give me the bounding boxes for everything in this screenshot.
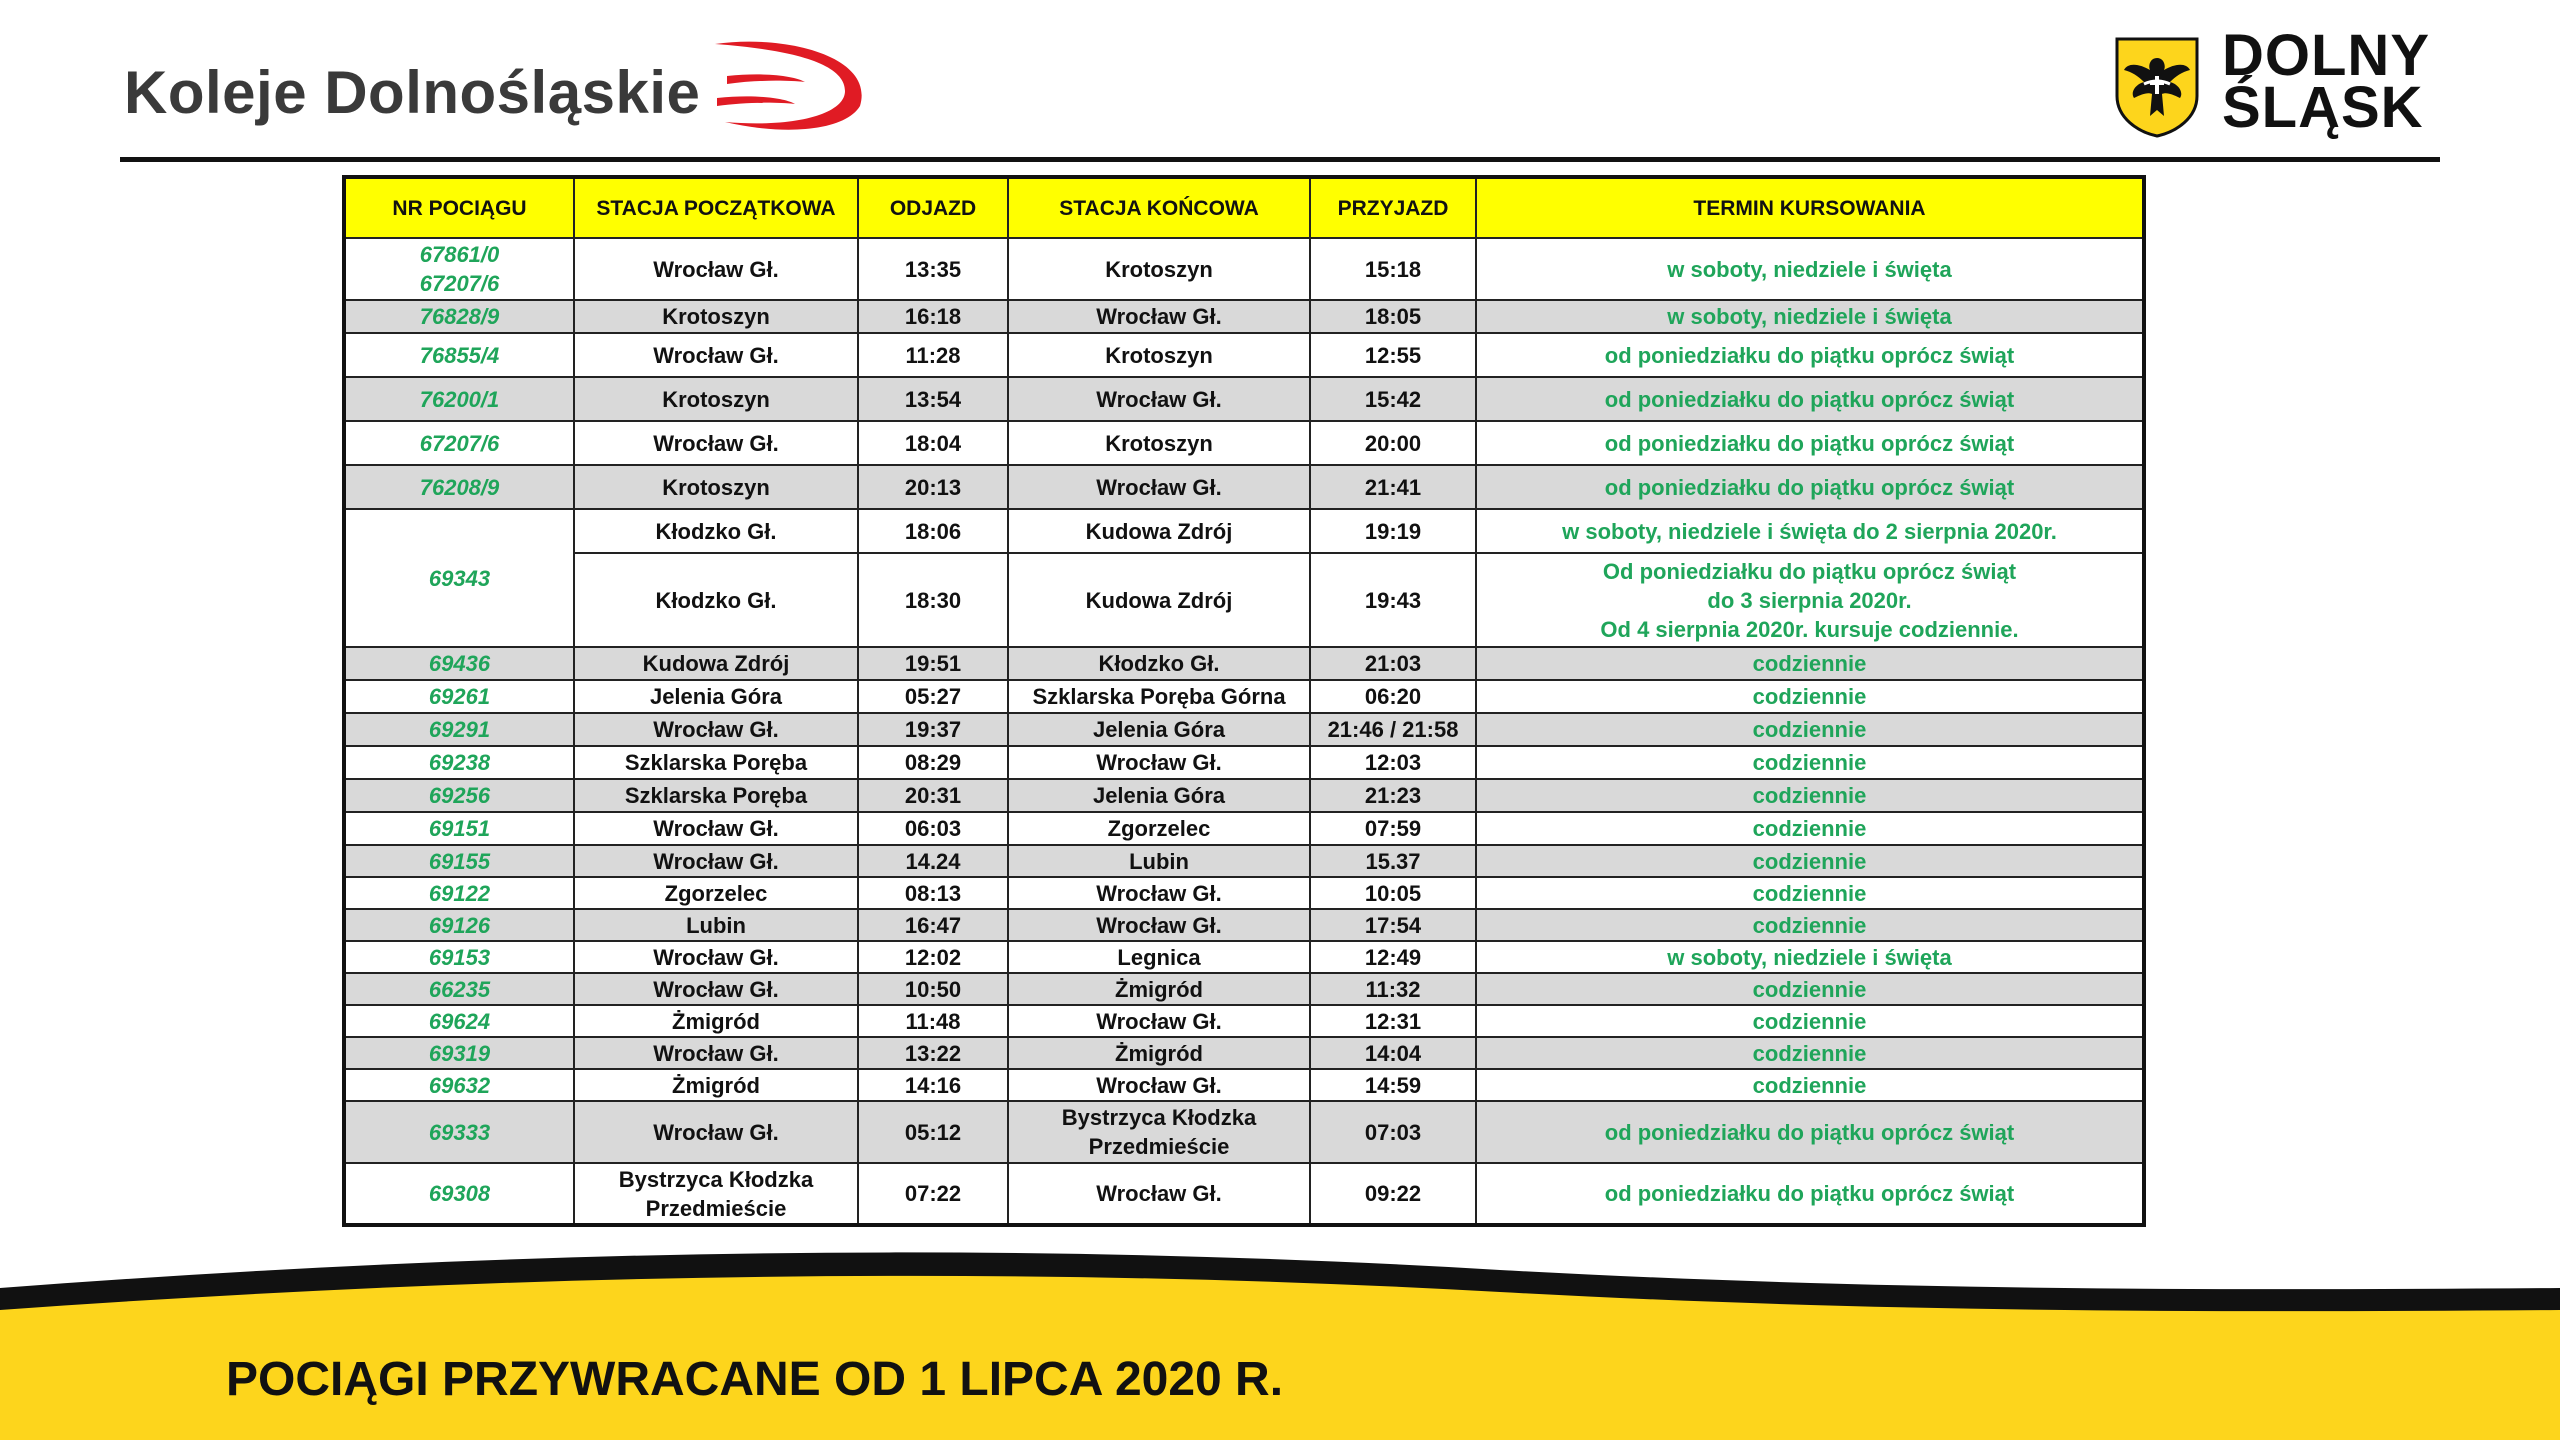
train-number: 69122 <box>344 877 574 909</box>
table-row <box>344 713 2144 746</box>
end-station: Wrocław Gł. <box>1008 1069 1310 1101</box>
end-station: Kłodzko Gł. <box>1008 647 1310 680</box>
footer-title: POCIĄGI PRZYWRACANE OD 1 LIPCA 2020 R. <box>226 1353 1284 1406</box>
table-row <box>344 377 2144 421</box>
start-station: Kudowa Zdrój <box>574 647 858 680</box>
departure-time: 06:03 <box>858 812 1008 845</box>
train-number: 67861/0 67207/6 <box>344 238 574 300</box>
end-station: Bystrzyca Kłodzka Przedmieście <box>1008 1101 1310 1163</box>
start-station: Wrocław Gł. <box>574 1101 858 1163</box>
schedule-term: codziennie <box>1476 877 2144 909</box>
end-station: Wrocław Gł. <box>1008 1005 1310 1037</box>
train-number: 69126 <box>344 909 574 941</box>
train-number: 67207/6 <box>344 421 574 465</box>
schedule-term: codziennie <box>1476 746 2144 779</box>
schedule-term: codziennie <box>1476 909 2144 941</box>
arrival-time: 12:49 <box>1310 941 1476 973</box>
departure-time: 08:29 <box>858 746 1008 779</box>
departure-time: 19:51 <box>858 647 1008 680</box>
arrival-time: 17:54 <box>1310 909 1476 941</box>
start-station: Lubin <box>574 909 858 941</box>
header <box>0 0 2560 170</box>
departure-time: 20:13 <box>858 465 1008 509</box>
table-row <box>344 909 2144 941</box>
end-station: Kudowa Zdrój <box>1008 553 1310 647</box>
timetable-header-row <box>344 177 2144 238</box>
arrival-time: 12:03 <box>1310 746 1476 779</box>
start-station: Szklarska Poręba <box>574 746 858 779</box>
arrival-time: 06:20 <box>1310 680 1476 713</box>
train-number: 69155 <box>344 845 574 877</box>
train-number: 76855/4 <box>344 333 574 377</box>
start-station: Szklarska Poręba <box>574 779 858 812</box>
start-station: Jelenia Góra <box>574 680 858 713</box>
column-header-schedule: TERMIN KURSOWANIA <box>1476 177 2144 238</box>
train-number: 69436 <box>344 647 574 680</box>
table-row <box>344 238 2144 300</box>
table-row <box>344 1037 2144 1069</box>
train-number: 76828/9 <box>344 300 574 333</box>
table-row <box>344 421 2144 465</box>
table-row <box>344 779 2144 812</box>
schedule-term: codziennie <box>1476 1037 2144 1069</box>
train-number: 69319 <box>344 1037 574 1069</box>
train-number: 69291 <box>344 713 574 746</box>
arrival-time: 11:32 <box>1310 973 1476 1005</box>
start-station: Wrocław Gł. <box>574 421 858 465</box>
table-row <box>344 812 2144 845</box>
end-station: Zgorzelec <box>1008 812 1310 845</box>
schedule-term: od poniedziałku do piątku oprócz świąt <box>1476 377 2144 421</box>
start-station: Wrocław Gł. <box>574 973 858 1005</box>
table-row <box>344 845 2144 877</box>
start-station: Kłodzko Gł. <box>574 553 858 647</box>
region-logo-text <box>2222 23 2430 140</box>
table-row <box>344 877 2144 909</box>
schedule-term: Od poniedziałku do piątku oprócz świąt do 3 sierpnia 2020r. Od 4 sierpnia 2020r. kursuje codziennie. <box>1476 553 2144 647</box>
table-row <box>344 1069 2144 1101</box>
schedule-term: w soboty, niedziele i święta <box>1476 300 2144 333</box>
departure-time: 18:04 <box>858 421 1008 465</box>
arrival-time: 15.37 <box>1310 845 1476 877</box>
column-header-departure: ODJAZD <box>858 177 1008 238</box>
train-number: 69238 <box>344 746 574 779</box>
schedule-term: codziennie <box>1476 779 2144 812</box>
arrival-time: 21:03 <box>1310 647 1476 680</box>
start-station: Wrocław Gł. <box>574 238 858 300</box>
departure-time: 18:30 <box>858 553 1008 647</box>
departure-time: 05:27 <box>858 680 1008 713</box>
departure-time: 14:16 <box>858 1069 1008 1101</box>
table-row <box>344 680 2144 713</box>
departure-time: 05:12 <box>858 1101 1008 1163</box>
start-station: Krotoszyn <box>574 377 858 421</box>
schedule-term: codziennie <box>1476 812 2144 845</box>
departure-time: 16:18 <box>858 300 1008 333</box>
arrival-time: 12:55 <box>1310 333 1476 377</box>
end-station: Wrocław Gł. <box>1008 877 1310 909</box>
end-station: Żmigród <box>1008 973 1310 1005</box>
end-station: Jelenia Góra <box>1008 713 1310 746</box>
table-row <box>344 1005 2144 1037</box>
train-number: 76208/9 <box>344 465 574 509</box>
schedule-term: w soboty, niedziele i święta <box>1476 238 2144 300</box>
train-number: 76200/1 <box>344 377 574 421</box>
table-row <box>344 465 2144 509</box>
schedule-term: w soboty, niedziele i święta do 2 sierpnia 2020r. <box>1476 509 2144 553</box>
train-number: 69153 <box>344 941 574 973</box>
schedule-term: od poniedziałku do piątku oprócz świąt <box>1476 421 2144 465</box>
start-station: Wrocław Gł. <box>574 1037 858 1069</box>
arrival-time: 15:42 <box>1310 377 1476 421</box>
train-number: 69256 <box>344 779 574 812</box>
end-station: Krotoszyn <box>1008 238 1310 300</box>
schedule-term: codziennie <box>1476 647 2144 680</box>
column-header-end-station: STACJA KOŃCOWA <box>1008 177 1310 238</box>
train-number: 69308 <box>344 1163 574 1225</box>
table-row <box>344 1163 2144 1225</box>
departure-time: 11:28 <box>858 333 1008 377</box>
schedule-term: codziennie <box>1476 680 2144 713</box>
schedule-term: od poniedziałku do piątku oprócz świąt <box>1476 1163 2144 1225</box>
end-station: Legnica <box>1008 941 1310 973</box>
header-divider <box>120 157 2440 162</box>
table-row <box>344 647 2144 680</box>
train-number: 69261 <box>344 680 574 713</box>
end-station: Wrocław Gł. <box>1008 377 1310 421</box>
arrival-time: 19:43 <box>1310 553 1476 647</box>
start-station: Krotoszyn <box>574 300 858 333</box>
arrival-time: 07:03 <box>1310 1101 1476 1163</box>
end-station: Lubin <box>1008 845 1310 877</box>
start-station: Krotoszyn <box>574 465 858 509</box>
footer-band <box>0 1230 2560 1440</box>
schedule-term: w soboty, niedziele i święta <box>1476 941 2144 973</box>
departure-time: 08:13 <box>858 877 1008 909</box>
table-row <box>344 509 2144 553</box>
end-station: Żmigród <box>1008 1037 1310 1069</box>
schedule-term: od poniedziałku do piątku oprócz świąt <box>1476 1101 2144 1163</box>
schedule-term: codziennie <box>1476 1069 2144 1101</box>
arrival-time: 21:41 <box>1310 465 1476 509</box>
end-station: Wrocław Gł. <box>1008 465 1310 509</box>
end-station: Szklarska Poręba Górna <box>1008 680 1310 713</box>
departure-time: 19:37 <box>858 713 1008 746</box>
departure-time: 16:47 <box>858 909 1008 941</box>
start-station: Bystrzyca Kłodzka Przedmieście <box>574 1163 858 1225</box>
region-line-1: DOLNY <box>2222 23 2430 88</box>
train-number: 69624 <box>344 1005 574 1037</box>
column-header-arrival: PRZYJAZD <box>1310 177 1476 238</box>
start-station: Żmigród <box>574 1005 858 1037</box>
train-number: 66235 <box>344 973 574 1005</box>
train-number: 69632 <box>344 1069 574 1101</box>
train-number: 69333 <box>344 1101 574 1163</box>
red-swoosh-icon <box>705 36 875 141</box>
schedule-term: od poniedziałku do piątku oprócz świąt <box>1476 333 2144 377</box>
timetable-body <box>344 238 2144 1225</box>
departure-time: 07:22 <box>858 1163 1008 1225</box>
table-row <box>344 553 2144 647</box>
departure-time: 13:22 <box>858 1037 1008 1069</box>
arrival-time: 20:00 <box>1310 421 1476 465</box>
schedule-term: od poniedziałku do piątku oprócz świąt <box>1476 465 2144 509</box>
arrival-time: 07:59 <box>1310 812 1476 845</box>
arrival-time: 21:46 / 21:58 <box>1310 713 1476 746</box>
arrival-time: 10:05 <box>1310 877 1476 909</box>
train-number: 69151 <box>344 812 574 845</box>
start-station: Wrocław Gł. <box>574 812 858 845</box>
table-row <box>344 941 2144 973</box>
arrival-time: 21:23 <box>1310 779 1476 812</box>
table-row <box>344 300 2144 333</box>
table-row <box>344 973 2144 1005</box>
arrival-time: 14:59 <box>1310 1069 1476 1101</box>
region-line-2: ŚLĄSK <box>2222 75 2424 140</box>
brand-name: Koleje Dolnośląskie <box>124 59 701 126</box>
schedule-term: codziennie <box>1476 713 2144 746</box>
end-station: Krotoszyn <box>1008 333 1310 377</box>
departure-time: 13:54 <box>858 377 1008 421</box>
departure-time: 11:48 <box>858 1005 1008 1037</box>
arrival-time: 14:04 <box>1310 1037 1476 1069</box>
arrival-time: 15:18 <box>1310 238 1476 300</box>
departure-time: 10:50 <box>858 973 1008 1005</box>
table-row <box>344 333 2144 377</box>
end-station: Wrocław Gł. <box>1008 746 1310 779</box>
end-station: Jelenia Góra <box>1008 779 1310 812</box>
schedule-term: codziennie <box>1476 973 2144 1005</box>
eagle-crest-icon <box>2114 36 2200 138</box>
start-station: Wrocław Gł. <box>574 845 858 877</box>
end-station: Kudowa Zdrój <box>1008 509 1310 553</box>
start-station: Żmigród <box>574 1069 858 1101</box>
departure-time: 12:02 <box>858 941 1008 973</box>
start-station: Zgorzelec <box>574 877 858 909</box>
train-number: 69343 <box>344 509 574 647</box>
departure-time: 14.24 <box>858 845 1008 877</box>
timetable <box>342 175 2146 1227</box>
start-station: Kłodzko Gł. <box>574 509 858 553</box>
departure-time: 13:35 <box>858 238 1008 300</box>
schedule-term: codziennie <box>1476 845 2144 877</box>
table-row <box>344 1101 2144 1163</box>
end-station: Wrocław Gł. <box>1008 909 1310 941</box>
departure-time: 20:31 <box>858 779 1008 812</box>
arrival-time: 12:31 <box>1310 1005 1476 1037</box>
end-station: Krotoszyn <box>1008 421 1310 465</box>
start-station: Wrocław Gł. <box>574 333 858 377</box>
departure-time: 18:06 <box>858 509 1008 553</box>
end-station: Wrocław Gł. <box>1008 1163 1310 1225</box>
column-header-train: NR POCIĄGU <box>344 177 574 238</box>
start-station: Wrocław Gł. <box>574 941 858 973</box>
table-row <box>344 746 2144 779</box>
end-station: Wrocław Gł. <box>1008 300 1310 333</box>
arrival-time: 19:19 <box>1310 509 1476 553</box>
arrival-time: 09:22 <box>1310 1163 1476 1225</box>
arrival-time: 18:05 <box>1310 300 1476 333</box>
start-station: Wrocław Gł. <box>574 713 858 746</box>
schedule-term: codziennie <box>1476 1005 2144 1037</box>
column-header-start-station: STACJA POCZĄTKOWA <box>574 177 858 238</box>
